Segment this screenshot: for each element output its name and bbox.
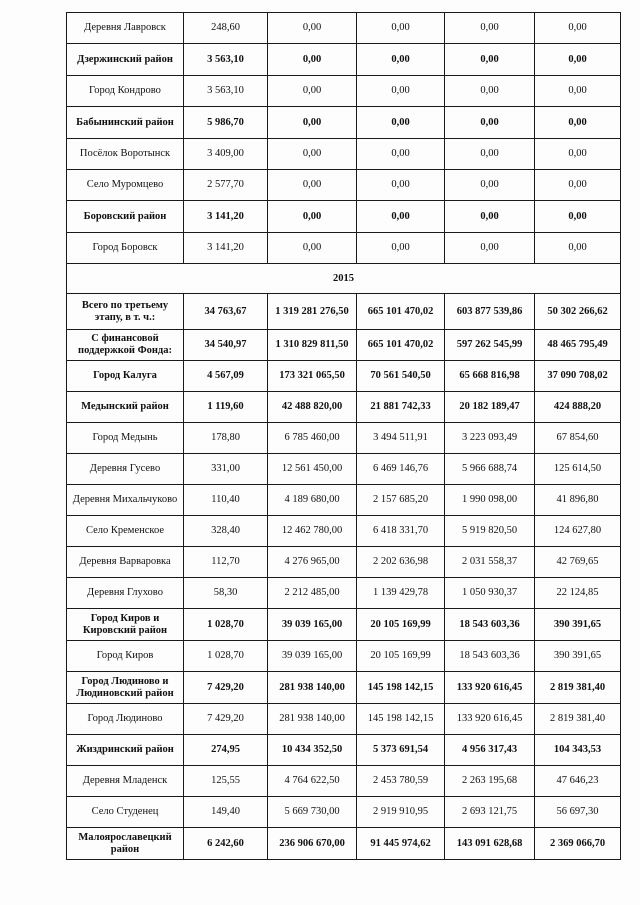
value-cell: 41 896,80 — [535, 485, 621, 516]
table-row — [67, 294, 621, 330]
value-cell: 18 543 603,36 — [445, 641, 535, 672]
value-cell: 2 212 485,00 — [268, 578, 357, 609]
value-cell: 58,30 — [184, 578, 268, 609]
value-cell: 1 119,60 — [184, 392, 268, 423]
row-name-cell: Деревня Младенск — [67, 766, 184, 797]
table-row — [67, 828, 621, 860]
value-cell: 0,00 — [357, 139, 445, 170]
table-row — [67, 170, 621, 201]
value-cell: 0,00 — [268, 201, 357, 233]
value-cell: 0,00 — [535, 233, 621, 264]
value-cell: 0,00 — [268, 233, 357, 264]
row-name-cell: Посёлок Воротынск — [67, 139, 184, 170]
value-cell: 597 262 545,99 — [445, 330, 535, 361]
value-cell: 104 343,53 — [535, 735, 621, 766]
value-cell: 133 920 616,45 — [445, 704, 535, 735]
value-cell: 125,55 — [184, 766, 268, 797]
value-cell: 248,60 — [184, 13, 268, 44]
housing-program-table — [66, 12, 621, 860]
table-row — [67, 578, 621, 609]
value-cell: 2 819 381,40 — [535, 672, 621, 704]
value-cell: 0,00 — [535, 170, 621, 201]
value-cell: 112,70 — [184, 547, 268, 578]
value-cell: 236 906 670,00 — [268, 828, 357, 860]
value-cell: 5 986,70 — [184, 107, 268, 139]
value-cell: 4 567,09 — [184, 361, 268, 392]
value-cell: 47 646,23 — [535, 766, 621, 797]
year-heading: 2015 — [67, 264, 621, 294]
value-cell: 1 028,70 — [184, 641, 268, 672]
value-cell: 0,00 — [535, 13, 621, 44]
row-name-cell: Деревня Варваровка — [67, 547, 184, 578]
value-cell: 603 877 539,86 — [445, 294, 535, 330]
value-cell: 0,00 — [268, 107, 357, 139]
value-cell: 328,40 — [184, 516, 268, 547]
row-name-cell: Деревня Гусево — [67, 454, 184, 485]
value-cell: 0,00 — [445, 139, 535, 170]
table-row — [67, 361, 621, 392]
table-row — [67, 516, 621, 547]
table-row — [67, 735, 621, 766]
value-cell: 0,00 — [445, 13, 535, 44]
value-cell: 4 764 622,50 — [268, 766, 357, 797]
value-cell: 37 090 708,02 — [535, 361, 621, 392]
table-row — [67, 547, 621, 578]
value-cell: 0,00 — [357, 170, 445, 201]
value-cell: 5 966 688,74 — [445, 454, 535, 485]
table-row — [67, 766, 621, 797]
value-cell: 0,00 — [445, 107, 535, 139]
value-cell: 22 124,85 — [535, 578, 621, 609]
value-cell: 0,00 — [445, 201, 535, 233]
value-cell: 0,00 — [268, 76, 357, 107]
row-name-cell: Жиздринский район — [67, 735, 184, 766]
value-cell: 178,80 — [184, 423, 268, 454]
row-name-cell: Деревня Лавровск — [67, 13, 184, 44]
value-cell: 3 141,20 — [184, 201, 268, 233]
value-cell: 91 445 974,62 — [357, 828, 445, 860]
value-cell: 65 668 816,98 — [445, 361, 535, 392]
row-name-cell: Город Боровск — [67, 233, 184, 264]
value-cell: 0,00 — [535, 44, 621, 76]
row-name-cell: Село Студенец — [67, 797, 184, 828]
row-name-cell: Город Медынь — [67, 423, 184, 454]
table-row — [67, 454, 621, 485]
value-cell: 2 157 685,20 — [357, 485, 445, 516]
value-cell: 7 429,20 — [184, 672, 268, 704]
value-cell: 2 263 195,68 — [445, 766, 535, 797]
table-row — [67, 330, 621, 361]
value-cell: 2 031 558,37 — [445, 547, 535, 578]
table-row — [67, 76, 621, 107]
value-cell: 18 543 603,36 — [445, 609, 535, 641]
value-cell: 20 105 169,99 — [357, 609, 445, 641]
value-cell: 4 276 965,00 — [268, 547, 357, 578]
value-cell: 110,40 — [184, 485, 268, 516]
value-cell: 1 310 829 811,50 — [268, 330, 357, 361]
value-cell: 424 888,20 — [535, 392, 621, 423]
value-cell: 665 101 470,02 — [357, 294, 445, 330]
value-cell: 6 469 146,76 — [357, 454, 445, 485]
value-cell: 1 028,70 — [184, 609, 268, 641]
table-row — [67, 797, 621, 828]
value-cell: 3 494 511,91 — [357, 423, 445, 454]
value-cell: 48 465 795,49 — [535, 330, 621, 361]
value-cell: 34 540,97 — [184, 330, 268, 361]
value-cell: 10 434 352,50 — [268, 735, 357, 766]
value-cell: 3 223 093,49 — [445, 423, 535, 454]
table-row — [67, 672, 621, 704]
row-name-cell: Деревня Михальчуково — [67, 485, 184, 516]
value-cell: 0,00 — [535, 201, 621, 233]
value-cell: 67 854,60 — [535, 423, 621, 454]
row-name-cell: Город Кондрово — [67, 76, 184, 107]
row-name-cell: Город Людиново — [67, 704, 184, 735]
value-cell: 39 039 165,00 — [268, 609, 357, 641]
table-row — [67, 13, 621, 44]
value-cell: 5 669 730,00 — [268, 797, 357, 828]
value-cell: 0,00 — [268, 170, 357, 201]
value-cell: 665 101 470,02 — [357, 330, 445, 361]
value-cell: 145 198 142,15 — [357, 672, 445, 704]
value-cell: 0,00 — [445, 76, 535, 107]
value-cell: 1 990 098,00 — [445, 485, 535, 516]
value-cell: 34 763,67 — [184, 294, 268, 330]
value-cell: 1 139 429,78 — [357, 578, 445, 609]
table-row — [67, 641, 621, 672]
table-row — [67, 609, 621, 641]
value-cell: 6 785 460,00 — [268, 423, 357, 454]
value-cell: 3 141,20 — [184, 233, 268, 264]
value-cell: 3 563,10 — [184, 44, 268, 76]
value-cell: 12 561 450,00 — [268, 454, 357, 485]
row-name-cell: Город Киров — [67, 641, 184, 672]
value-cell: 4 189 680,00 — [268, 485, 357, 516]
value-cell: 0,00 — [445, 44, 535, 76]
row-name-cell: С финансовой поддержкой Фонда: — [67, 330, 184, 361]
value-cell: 56 697,30 — [535, 797, 621, 828]
value-cell: 0,00 — [268, 44, 357, 76]
value-cell: 390 391,65 — [535, 641, 621, 672]
value-cell: 0,00 — [535, 76, 621, 107]
value-cell: 3 563,10 — [184, 76, 268, 107]
row-name-cell: Медынский район — [67, 392, 184, 423]
value-cell: 124 627,80 — [535, 516, 621, 547]
value-cell: 6 242,60 — [184, 828, 268, 860]
table-row — [67, 139, 621, 170]
value-cell: 274,95 — [184, 735, 268, 766]
value-cell: 2 202 636,98 — [357, 547, 445, 578]
value-cell: 2 369 066,70 — [535, 828, 621, 860]
row-name-cell: Дзержинский район — [67, 44, 184, 76]
row-name-cell: Всего по третьему этапу, в т. ч.: — [67, 294, 184, 330]
value-cell: 0,00 — [535, 107, 621, 139]
value-cell: 281 938 140,00 — [268, 704, 357, 735]
value-cell: 5 373 691,54 — [357, 735, 445, 766]
value-cell: 20 182 189,47 — [445, 392, 535, 423]
value-cell: 4 956 317,43 — [445, 735, 535, 766]
year-row — [67, 264, 621, 294]
row-name-cell: Город Киров и Кировский район — [67, 609, 184, 641]
value-cell: 331,00 — [184, 454, 268, 485]
value-cell: 0,00 — [268, 139, 357, 170]
value-cell: 42 488 820,00 — [268, 392, 357, 423]
table-row — [67, 485, 621, 516]
value-cell: 2 919 910,95 — [357, 797, 445, 828]
value-cell: 390 391,65 — [535, 609, 621, 641]
row-name-cell: Село Муромцево — [67, 170, 184, 201]
row-name-cell: Город Людиново и Людиновский район — [67, 672, 184, 704]
table-row — [67, 201, 621, 233]
value-cell: 20 105 169,99 — [357, 641, 445, 672]
table-row — [67, 44, 621, 76]
value-cell: 281 938 140,00 — [268, 672, 357, 704]
value-cell: 39 039 165,00 — [268, 641, 357, 672]
row-name-cell: Бабынинский район — [67, 107, 184, 139]
row-name-cell: Село Кременское — [67, 516, 184, 547]
value-cell: 7 429,20 — [184, 704, 268, 735]
value-cell: 125 614,50 — [535, 454, 621, 485]
row-name-cell: Город Калуга — [67, 361, 184, 392]
value-cell: 0,00 — [445, 170, 535, 201]
value-cell: 0,00 — [535, 139, 621, 170]
value-cell: 3 409,00 — [184, 139, 268, 170]
value-cell: 0,00 — [357, 107, 445, 139]
table-row — [67, 392, 621, 423]
value-cell: 0,00 — [357, 233, 445, 264]
value-cell: 2 693 121,75 — [445, 797, 535, 828]
value-cell: 50 302 266,62 — [535, 294, 621, 330]
value-cell: 6 418 331,70 — [357, 516, 445, 547]
value-cell: 5 919 820,50 — [445, 516, 535, 547]
value-cell: 0,00 — [357, 76, 445, 107]
value-cell: 133 920 616,45 — [445, 672, 535, 704]
table-row — [67, 704, 621, 735]
value-cell: 70 561 540,50 — [357, 361, 445, 392]
value-cell: 2 819 381,40 — [535, 704, 621, 735]
value-cell: 0,00 — [268, 13, 357, 44]
value-cell: 2 577,70 — [184, 170, 268, 201]
value-cell: 42 769,65 — [535, 547, 621, 578]
value-cell: 149,40 — [184, 797, 268, 828]
value-cell: 12 462 780,00 — [268, 516, 357, 547]
row-name-cell: Боровский район — [67, 201, 184, 233]
value-cell: 0,00 — [357, 13, 445, 44]
value-cell: 1 319 281 276,50 — [268, 294, 357, 330]
value-cell: 0,00 — [357, 44, 445, 76]
value-cell: 145 198 142,15 — [357, 704, 445, 735]
row-name-cell: Деревня Глухово — [67, 578, 184, 609]
value-cell: 0,00 — [357, 201, 445, 233]
value-cell: 0,00 — [445, 233, 535, 264]
table-body — [67, 13, 621, 860]
value-cell: 2 453 780,59 — [357, 766, 445, 797]
table-row — [67, 423, 621, 454]
table-row — [67, 107, 621, 139]
value-cell: 1 050 930,37 — [445, 578, 535, 609]
value-cell: 143 091 628,68 — [445, 828, 535, 860]
row-name-cell: Малоярославецкий район — [67, 828, 184, 860]
value-cell: 21 881 742,33 — [357, 392, 445, 423]
table-row — [67, 233, 621, 264]
value-cell: 173 321 065,50 — [268, 361, 357, 392]
